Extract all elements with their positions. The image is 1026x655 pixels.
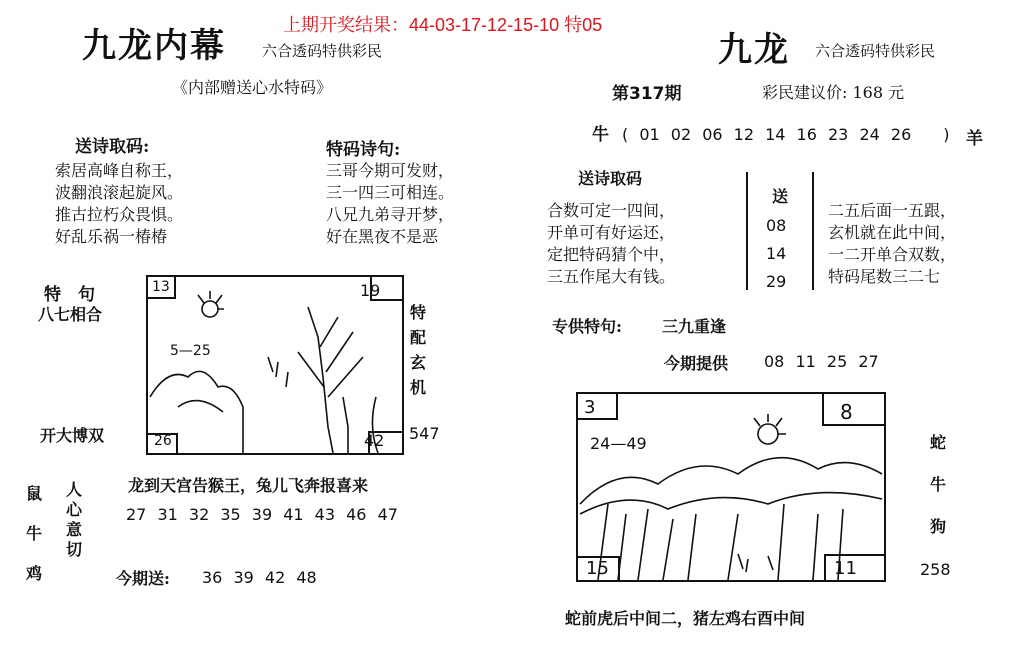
te-ju-label: 特 句 — [44, 285, 95, 305]
corner-frame — [368, 431, 402, 453]
row-numbers: ( 01 02 06 12 14 16 23 24 26 ) — [622, 125, 950, 144]
send-label: 今期送: — [116, 569, 170, 588]
issue-number: 第317期 — [612, 84, 682, 104]
send-numbers-vertical — [766, 212, 786, 296]
pic-corner-tr: 19 — [360, 281, 381, 300]
footer-clue: 蛇前虎后中间二，猪左鸡右酉中间 — [565, 609, 806, 628]
vert-char: 心 — [66, 500, 83, 519]
left-subtitle: 六合透码特供彩民 — [262, 42, 383, 60]
supply-label: 今期提供 — [664, 354, 729, 373]
pic-corner-br: 11 — [834, 558, 857, 579]
left-tag: 《内部赠送心水特码》 — [172, 78, 333, 97]
pic-corner-tl: 13 — [152, 279, 170, 295]
vert-char: 机 — [410, 378, 427, 397]
send-number: 29 — [766, 272, 787, 291]
left-poem — [55, 160, 183, 248]
send-number: 08 — [766, 216, 787, 235]
special-label: 专供特句: — [552, 317, 622, 336]
te-ju-value: 八七相合 — [38, 305, 103, 324]
pic-corner-tl: 3 — [584, 397, 596, 418]
te-pei-vertical — [410, 300, 426, 400]
special-value: 三九重逢 — [662, 317, 727, 336]
clue-line: 八兄九弟寻开梦， — [326, 205, 455, 224]
kai-da-label: 开大博双 — [40, 426, 105, 445]
corner-frame — [370, 277, 402, 301]
poem-line: 波翻浪滚起旋风。 — [55, 183, 184, 202]
vert-char: 鸡 — [26, 564, 43, 583]
right-subtitle: 六合透码特供彩民 — [815, 42, 936, 60]
corner-frame — [148, 277, 176, 299]
pic-scribble: 5—25 — [170, 343, 211, 359]
poem-line: 定把特码猜个中， — [547, 245, 676, 264]
last-draw-result: 上期开奖结果：44-03-17-12-15-10 特05 — [283, 15, 603, 35]
vert-char: 切 — [66, 540, 83, 559]
right-title: 九龙 — [718, 30, 790, 70]
row-left-zodiac: 牛 — [592, 125, 609, 145]
vert-char: 牛 — [26, 524, 43, 543]
zodiac-vertical — [26, 474, 42, 594]
vert-char: 玄 — [410, 353, 427, 372]
vert-char: 鼠 — [26, 484, 43, 503]
divider — [746, 172, 748, 290]
corner-frame — [824, 554, 884, 580]
sketch-drawing — [148, 277, 402, 453]
vert-char: 牛 — [930, 475, 947, 494]
pic-corner-bl: 15 — [586, 558, 609, 579]
te-pei-number: 547 — [409, 424, 440, 443]
side-number: 258 — [920, 560, 951, 579]
poem-line: 索居高峰自称王， — [55, 161, 184, 180]
poem-line: 开单可有好运还， — [547, 223, 676, 242]
poem-line: 三五作尾大有钱。 — [547, 267, 676, 286]
vert-char: 配 — [410, 328, 427, 347]
send-number: 14 — [766, 244, 787, 263]
vert-char: 蛇 — [930, 433, 947, 452]
left-numbers: 27 31 32 35 39 41 43 46 47 — [126, 505, 398, 524]
poem-line: 推古拉朽众畏惧。 — [55, 205, 184, 224]
vert-char: 狗 — [930, 517, 947, 536]
vert-char: 意 — [66, 520, 83, 539]
send-title: 送 — [772, 187, 789, 206]
corner-frame — [578, 556, 620, 580]
left-clue-title: 特码诗句: — [326, 140, 401, 160]
pic-corner-br: 42 — [364, 431, 385, 450]
supply-numbers: 08 11 25 27 — [764, 352, 879, 371]
heart-vertical — [66, 480, 82, 560]
right-poem2 — [828, 200, 956, 288]
poem-line: 二五后面一五跟， — [828, 201, 957, 220]
side-zodiac-vertical — [930, 422, 946, 548]
left-slogan: 龙到天宫告猴王，兔儿飞奔报喜来 — [128, 476, 369, 495]
poem-line: 好乱乐祸一椿椿 — [55, 227, 168, 246]
corner-frame — [578, 394, 618, 420]
clue-line: 好在黑夜不是恶 — [326, 227, 439, 246]
price: 彩民建议价: 168 元 — [762, 83, 905, 102]
divider — [812, 172, 814, 290]
pic-corner-tr: 8 — [840, 400, 853, 424]
poem-line: 特码尾数三二七 — [828, 267, 941, 286]
left-picture — [146, 275, 404, 455]
right-poem-title: 送诗取码 — [578, 169, 643, 188]
poem-line: 一二开单合双数， — [828, 245, 957, 264]
corner-frame — [822, 394, 884, 426]
row-right-zodiac: 羊 — [966, 129, 983, 149]
right-poem — [547, 200, 675, 288]
clue-line: 三哥今期可发财， — [326, 161, 455, 180]
pic-corner-bl: 26 — [154, 433, 172, 449]
vert-char: 特 — [410, 303, 427, 322]
left-clue — [326, 160, 454, 248]
poem-line: 玄机就在此中间， — [828, 223, 957, 242]
poem-line: 合数可定一四间， — [547, 201, 676, 220]
vert-char: 人 — [66, 480, 83, 499]
pic-scribble: 24—49 — [590, 434, 647, 453]
left-title: 九龙内幕 — [82, 26, 226, 66]
corner-frame — [148, 433, 178, 453]
left-poem-title: 送诗取码: — [75, 137, 150, 157]
right-picture — [576, 392, 886, 582]
send-numbers: 36 39 42 48 — [202, 568, 317, 587]
clue-line: 三一四三可相连。 — [326, 183, 455, 202]
